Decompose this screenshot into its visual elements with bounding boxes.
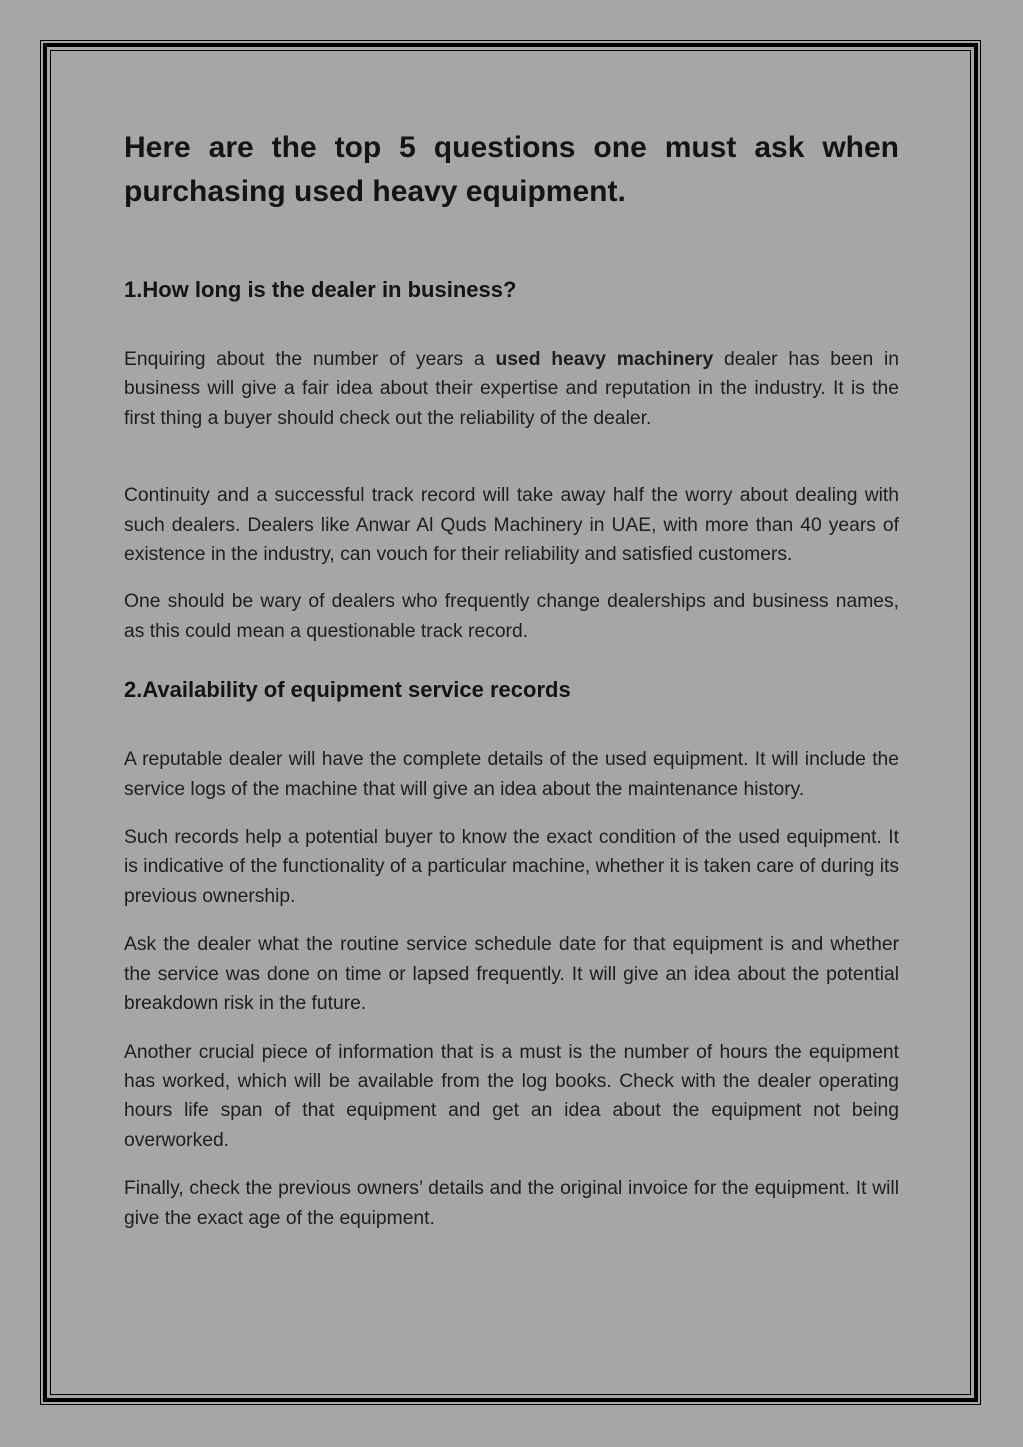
paragraph-text: Enquiring about the number of years a [124, 349, 496, 370]
section-2-paragraph-4: Another crucial piece of information that is a must is the number of hours the equipment has worked, which will be available from the log books. Check with the dealer operating hours life span of that equipment and get an idea about the equipment not being overworked. [124, 1041, 899, 1151]
section-heading-2: 2.Availability of equipment service records [124, 677, 571, 703]
section-heading-1: 1.How long is the dealer in business? [124, 277, 517, 302]
section-1-paragraph-3: One should be wary of dealers who frequently change dealerships and business names, as this could mean a questionable track record. [124, 591, 899, 642]
section-2-paragraph-1: A reputable dealer will have the complete details of the used equipment. It will include the service logs of the machine that will give an idea about the maintenance history. [124, 749, 899, 800]
section-1-paragraph-1 [124, 345, 899, 433]
section-2-paragraph-3: Ask the dealer what the routine service schedule date for that equipment is and whether the service was done on time or lapsed frequently. It will give an idea about the potential breakdown risk in the future. [124, 934, 899, 1015]
document-body [124, 126, 899, 1233]
document-title [124, 126, 899, 214]
paragraph-text: dealer has been in business will give a fair idea about their expertise and reputation in the industry. It is the first thing a buyer should check out the reliability of the dealer. [124, 349, 899, 429]
section-2-paragraph-5: Finally, check the previous owners’ details and the original invoice for the equipment. It will give the exact age of the equipment. [124, 1178, 899, 1229]
bold-keyword: used heavy machinery [495, 349, 714, 370]
title-line-2: purchasing used heavy equipment. [124, 175, 626, 208]
title-line-1: Here are the top 5 questions one must ask when [124, 131, 899, 164]
section-1-paragraph-2: Continuity and a successful track record will take away half the worry about dealing with such dealers. Dealers like Anwar Al Quds Machinery in UAE, with more than 40 years of existence in the industry, can vouch for their reliability and satisfied customers. [124, 485, 899, 566]
section-2-paragraph-2: Such records help a potential buyer to know the exact condition of the used equipment. It is indicative of the functionality of a particular machine, whether it is taken care of during its previous ownership. [124, 827, 899, 907]
